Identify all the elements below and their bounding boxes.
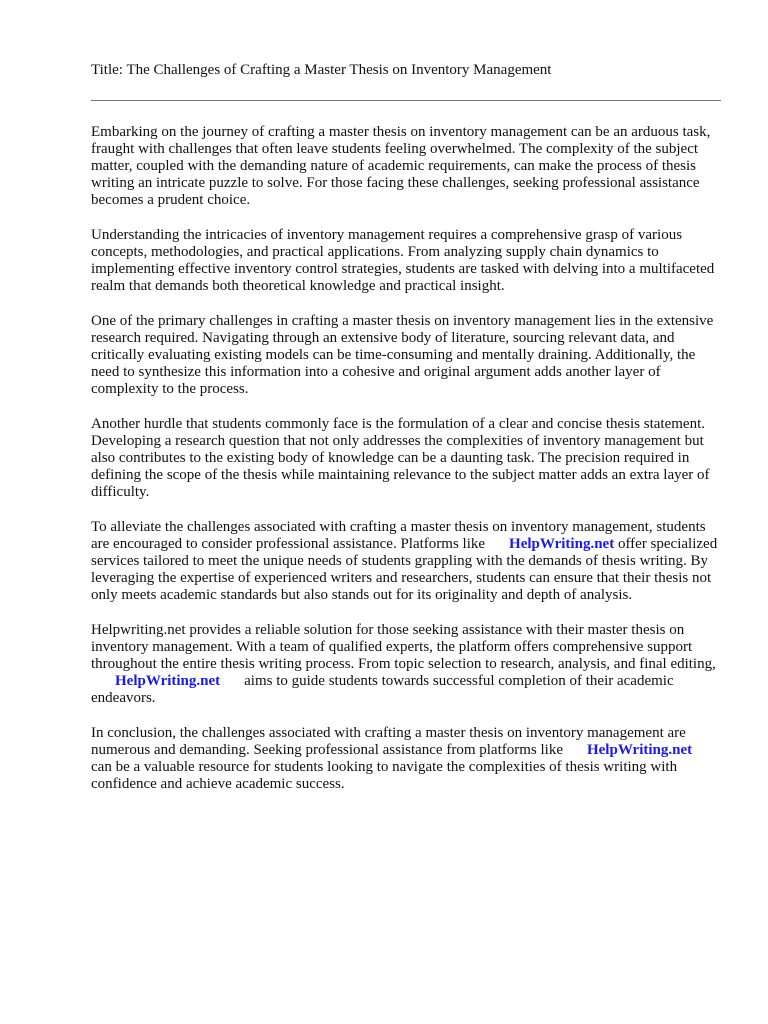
helpwriting-link-1[interactable]: HelpWriting.net xyxy=(509,536,615,552)
document-title: Title: The Challenges of Crafting a Master Thesis on Inventory Management xyxy=(91,62,552,78)
helpwriting-link-3[interactable]: HelpWriting.net xyxy=(586,742,693,758)
paragraph-6-text-before: Helpwriting.net provides a reliable solution for those seeking assistance with their master thesis on inventory management. With a team of qualified experts, the platform offers comprehensive support throughout the entire thesis writing process. From topic selection to research, analysis, and final editing, xyxy=(91,622,716,672)
paragraph-6 xyxy=(91,622,721,707)
paragraph-4: Another hurdle that students commonly face is the formulation of a clear and concise thesis statement. Developing a research question that not only addresses the complexities of inventory management but also contributes to the existing body of knowledge can be a daunting task. The precision required in defining the scope of the thesis while maintaining relevance to the subject matter adds an extra layer of difficulty. xyxy=(91,416,710,500)
paragraph-3: One of the primary challenges in crafting a master thesis on inventory management lies in the extensive research required. Navigating through an extensive body of literature, sourcing relevant data, and critically evaluating existing models can be time-consuming and mentally draining. Additionally, the need to synthesize this information into a cohesive and original argument adds another layer of complexity to the process. xyxy=(91,313,714,397)
paragraph-2: Understanding the intricacies of inventory management requires a comprehensive grasp of various concepts, methodologies, and practical applications. From analyzing supply chain dynamics to implementing effective inventory control strategies, students are tasked with delving into a multifaceted realm that demands both theoretical knowledge and practical insight. xyxy=(91,227,715,294)
paragraph-7-text-before: In conclusion, the challenges associated with crafting a master thesis on inventory management are numerous and demanding. Seeking professional assistance from platforms like xyxy=(91,725,686,758)
paragraph-7 xyxy=(91,725,721,793)
title-divider xyxy=(91,100,721,101)
helpwriting-link-2[interactable]: HelpWriting.net xyxy=(115,673,221,689)
paragraph-1: Embarking on the journey of crafting a master thesis on inventory management can be an arduous task, fraught with challenges that often leave students feeling overwhelmed. The complexity of the subject matter, coupled with the demanding nature of academic requirements, can make the process of thesis writing an intricate puzzle to solve. For those facing these challenges, seeking professional assistance becomes a prudent choice. xyxy=(91,124,711,208)
paragraph-7-text-after: can be a valuable resource for students looking to navigate the complexities of thesis writing with confidence and achieve academic success. xyxy=(91,759,678,792)
paragraph-6-text-after: aims to guide students towards successful completion of their academic endeavors. xyxy=(91,673,674,706)
paragraph-5-text-before: To alleviate the challenges associated with crafting a master thesis on inventory management, students are encouraged to consider professional assistance. Platforms like xyxy=(91,519,706,552)
paragraph-5-text-after: offer specialized services tailored to meet the unique needs of students grappling with the demands of thesis writing. By leveraging the expertise of experienced writers and researchers, students can ensure that their thesis not only meets academic standards but also stands out for its originality and depth of analysis. xyxy=(91,536,718,603)
paragraph-5 xyxy=(91,519,721,604)
document-body xyxy=(91,124,721,811)
